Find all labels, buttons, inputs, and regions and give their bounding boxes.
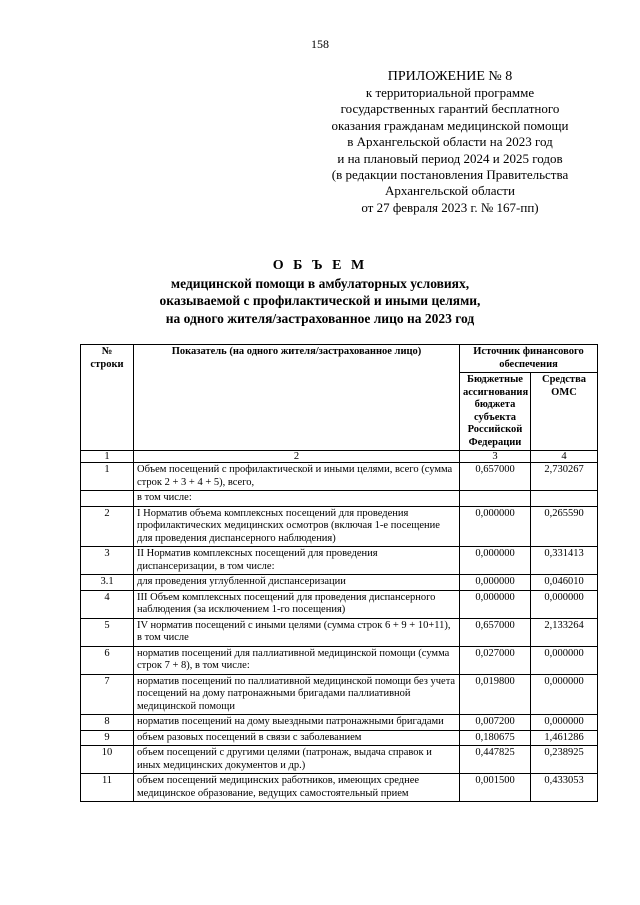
budget-value-cell: 0,657000 [460,618,531,646]
oms-value-cell: 0,000000 [531,646,598,674]
document-heading [0,257,640,327]
table-row [81,674,598,715]
indicator-cell: в том числе: [134,491,460,507]
appendix-line: в Архангельской области на 2023 год [347,134,553,150]
budget-value-cell: 0,000000 [460,575,531,591]
table-row [81,646,598,674]
budget-value-cell: 0,000000 [460,506,531,547]
budget-value-cell: 0,000000 [460,547,531,575]
indicator-cell: II Норматив комплексных посещений для проведения диспансеризации, в том числе: [134,547,460,575]
oms-value-cell: 0,265590 [531,506,598,547]
header-indicator: Показатель (на одного жителя/застрахованное лицо) [134,345,460,451]
budget-value-cell: 0,007200 [460,715,531,731]
header-oms: Средства ОМС [531,373,598,451]
oms-value-cell: 0,000000 [531,590,598,618]
indicator-cell: объем разовых посещений в связи с заболеванием [134,730,460,746]
appendix-title: ПРИЛОЖЕНИЕ № 8 [387,69,513,84]
table-row [81,746,598,774]
row-number-cell [81,491,134,507]
volume-table [80,344,598,802]
oms-value-cell: 0,433053 [531,774,598,802]
budget-value-cell [460,491,531,507]
budget-value-cell: 0,000000 [460,590,531,618]
indicator-cell: норматив посещений по паллиативной медицинской помощи без учета посещений на дому патронажными бригадами паллиативной медицинской помощи [134,674,460,715]
indicator-cell: I Норматив объема комплексных посещений для проведения профилактических медицинских осмотров (включая 1-е посещение для проведения диспансерного наблюдения) [134,506,460,547]
table-row [81,590,598,618]
column-number-row [81,451,598,463]
row-number-cell: 6 [81,646,134,674]
indicator-cell: IV норматив посещений с иными целями (сумма строк 6 + 9 + 10+11), в том числе [134,618,460,646]
row-number-cell: 1 [81,463,134,491]
heading-line: оказываемой с профилактической и иными целями, [159,293,481,308]
column-number: 2 [134,451,460,463]
oms-value-cell: 1,461286 [531,730,598,746]
budget-value-cell: 0,447825 [460,746,531,774]
indicator-cell: Объем посещений с профилактической и иными целями, всего (сумма строк 2 + 3 + 4 + 5), всего, [134,463,460,491]
indicator-cell: III Объем комплексных посещений для проведения диспансерного наблюдения (за исключением 1-го посещения) [134,590,460,618]
indicator-cell: объем посещений медицинских работников, имеющих среднее медицинское образование, ведущих самостоятельный прием [134,774,460,802]
table-row [81,491,598,507]
heading-line: на одного жителя/застрахованное лицо на 2023 год [165,310,475,326]
budget-value-cell: 0,019800 [460,674,531,715]
budget-value-cell: 0,027000 [460,646,531,674]
oms-value-cell: 0,000000 [531,715,598,731]
table-row [81,463,598,491]
row-number-cell: 10 [81,746,134,774]
appendix-line: (в редакции постановления Правительства [331,167,569,183]
heading-line: медицинской помощи в амбулаторных условиях, [170,275,470,291]
header-budget: Бюджетные ассигнования бюджета субъекта Российской Федерации [460,373,531,451]
table-row [81,774,598,802]
header-funding-source: Источник финансового обеспечения [460,345,598,373]
appendix-line: Архангельской области [385,183,515,199]
row-number-cell: 4 [81,590,134,618]
heading-title: О Б Ъ Е М [272,258,368,273]
appendix-line: к территориальной программе [365,85,535,100]
header-row-number: № строки [81,345,134,451]
appendix-line: и на плановый период 2024 и 2025 годов [337,150,563,166]
page-number: 158 [311,37,329,51]
table-row [81,506,598,547]
budget-value-cell: 0,001500 [460,774,531,802]
indicator-cell: норматив посещений для паллиативной медицинской помощи (сумма строк 7 + 8), в том числе: [134,646,460,674]
oms-value-cell: 0,000000 [531,674,598,715]
column-number: 3 [460,451,531,463]
row-number-cell: 3 [81,547,134,575]
row-number-cell: 3.1 [81,575,134,591]
table-row [81,618,598,646]
oms-value-cell: 0,046010 [531,575,598,591]
row-number-cell: 5 [81,618,134,646]
column-number: 4 [531,451,598,463]
column-number: 1 [81,451,134,463]
table-row [81,575,598,591]
table-row [81,715,598,731]
oms-value-cell: 0,331413 [531,547,598,575]
row-number-cell: 11 [81,774,134,802]
table-row [81,547,598,575]
oms-value-cell: 0,238925 [531,746,598,774]
row-number-cell: 2 [81,506,134,547]
oms-value-cell: 2,133264 [531,618,598,646]
indicator-cell: норматив посещений на дому выездными патронажными бригадами [134,715,460,731]
indicator-cell: объем посещений с другими целями (патронаж, выдача справок и иных медицинских документов и др.) [134,746,460,774]
row-number-cell: 9 [81,730,134,746]
oms-value-cell: 2,730267 [531,463,598,491]
budget-value-cell: 0,180675 [460,730,531,746]
indicator-cell: для проведения углубленной диспансеризации [134,575,460,591]
row-number-cell: 8 [81,715,134,731]
table-row [81,730,598,746]
appendix-block [300,68,600,216]
appendix-line: государственных гарантий бесплатного [340,101,560,117]
row-number-cell: 7 [81,674,134,715]
appendix-line: оказания гражданам медицинской помощи [331,117,569,133]
oms-value-cell [531,491,598,507]
appendix-line: от 27 февраля 2023 г. № 167-пп) [361,199,539,215]
budget-value-cell: 0,657000 [460,463,531,491]
